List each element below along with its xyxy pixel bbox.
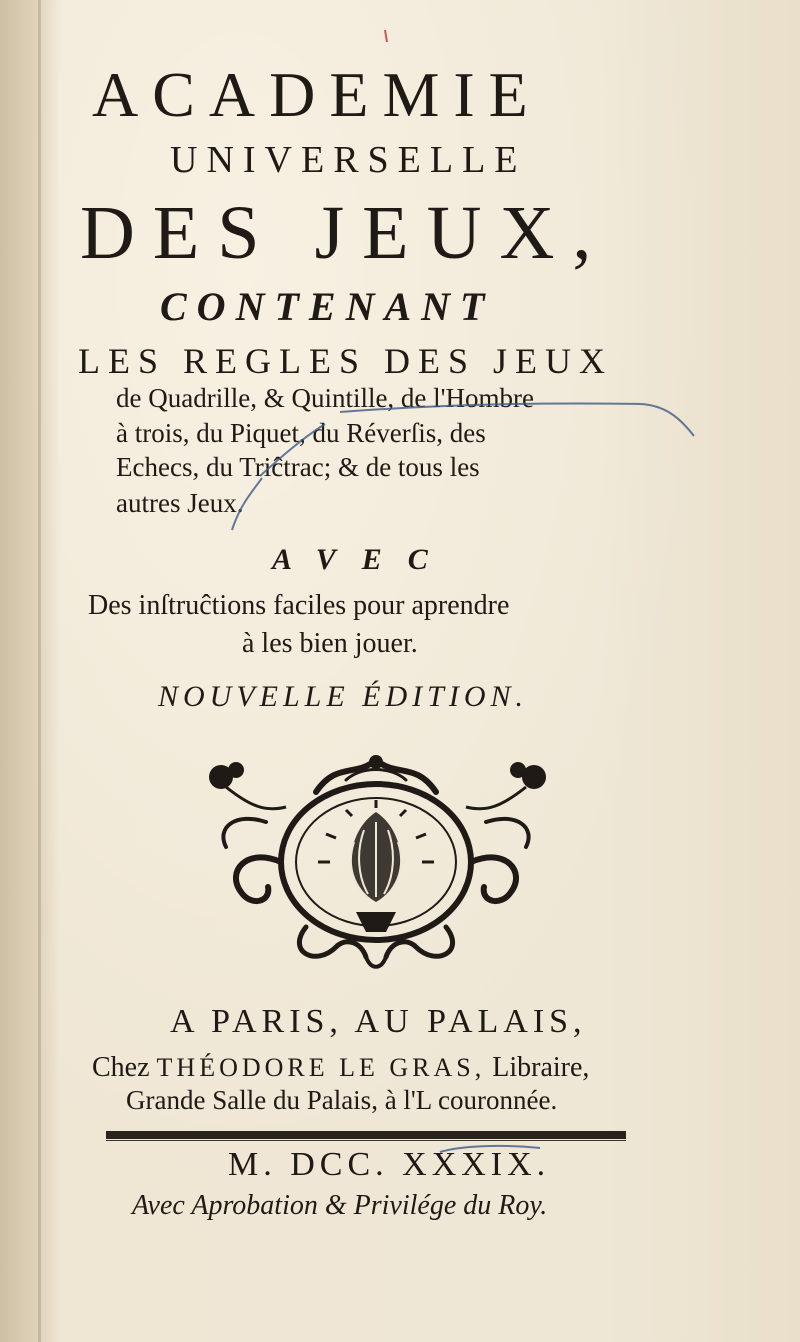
instructions-line: à les bien jouer. [242, 628, 418, 659]
privilege-line: Avec Aprobation & Privilége du Roy. [132, 1190, 548, 1221]
title-les-regles: LES REGLES DES JEUX [78, 341, 614, 381]
edition-label: NOUVELLE ÉDITION. [158, 680, 529, 713]
instructions-line: Des inſtruĉtions faciles pour aprendre [88, 590, 510, 621]
imprint-year: M. DCC. XXXIX. [228, 1146, 551, 1183]
contents-line: de Quadrille, & Quintille, de l'Hombre [116, 383, 535, 413]
contents-line: autres Jeux. [116, 488, 244, 518]
publisher-suffix: Libraire, [492, 1052, 590, 1083]
imprint-address: Grande Salle du Palais, à l'L couronnée. [126, 1085, 558, 1115]
imprint-city: A PARIS, AU PALAIS, [170, 1003, 587, 1040]
title-academie: ACADEMIE [92, 59, 542, 130]
contents-line: à trois, du Piquet, du Réverſis, des [116, 418, 486, 448]
title-des-jeux: DES JEUX, [80, 191, 610, 275]
contents-line: Echecs, du Triĉtrac; & de tous les [116, 452, 480, 482]
avec-heading: AVEC [272, 543, 454, 576]
publisher-prefix: Chez [92, 1052, 150, 1083]
publisher-name: THÉODORE LE GRAS, [156, 1053, 486, 1082]
title-universelle: UNIVERSELLE [170, 139, 527, 181]
title-contenant: CONTENANT [160, 284, 495, 329]
